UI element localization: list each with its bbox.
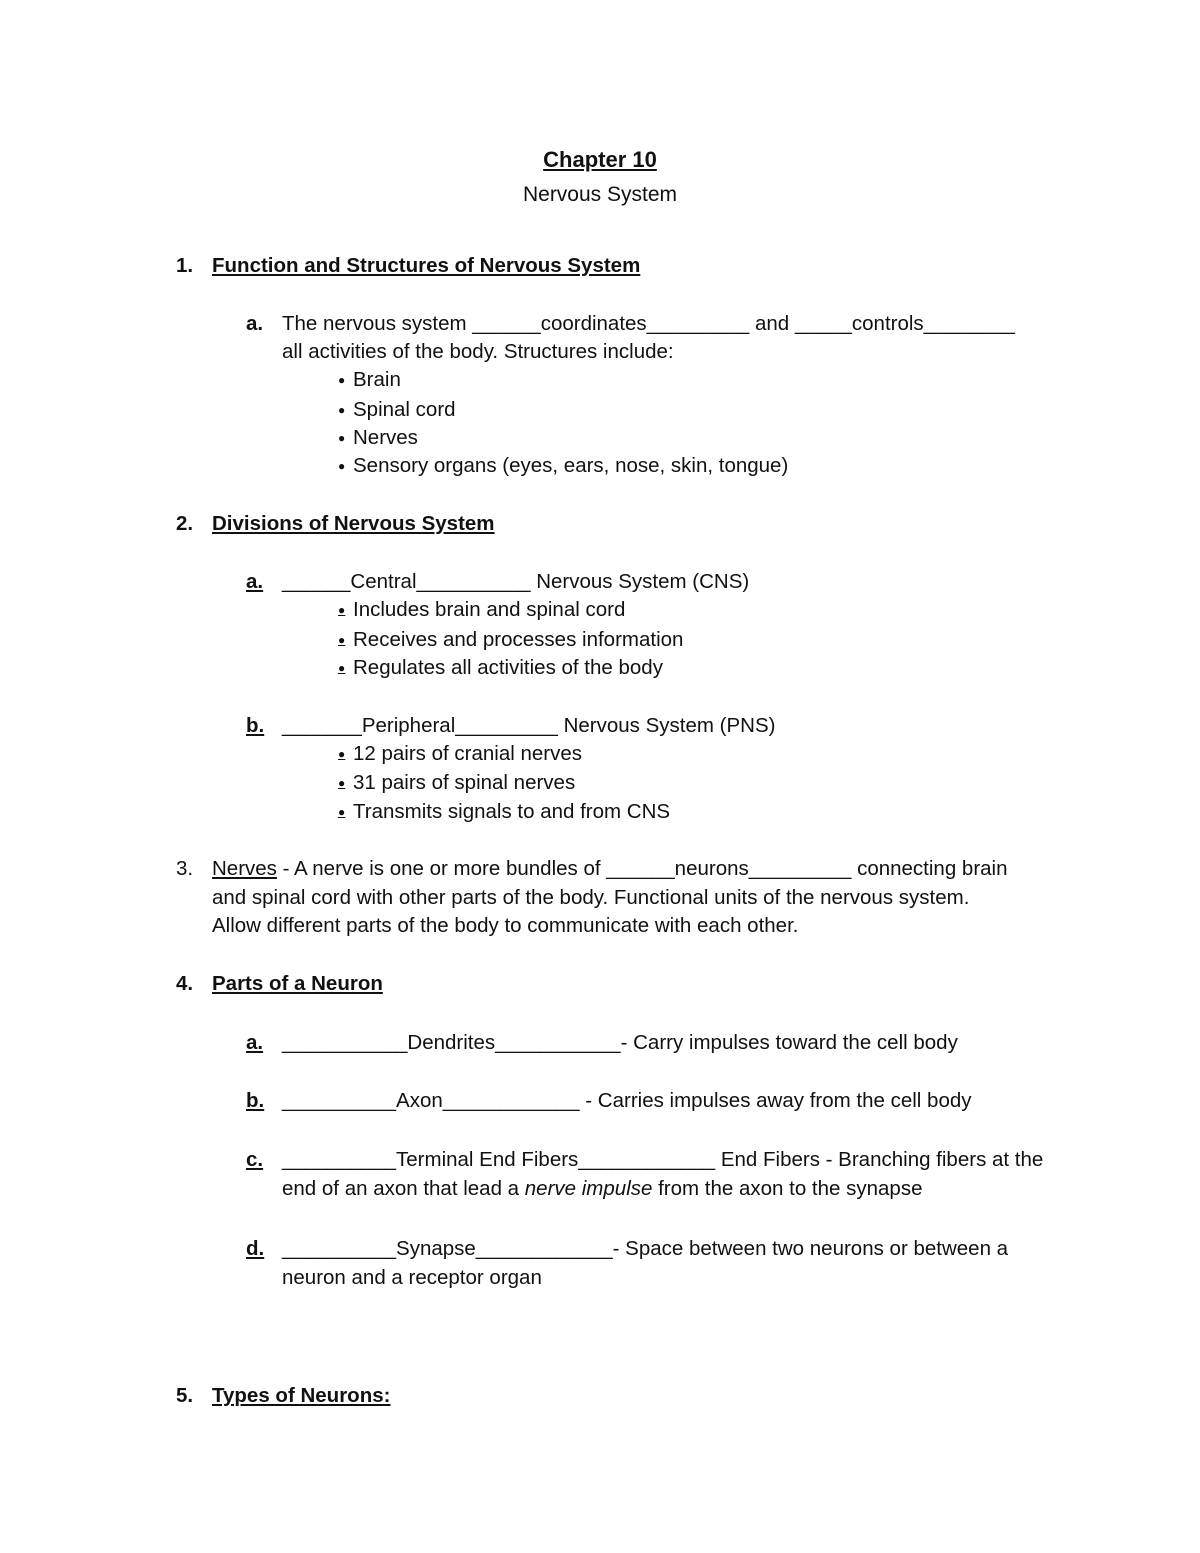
text-fragment: __________ (416, 570, 531, 593)
list-item (338, 596, 625, 624)
section-4-heading (176, 970, 383, 998)
text-fragment: _________ and _____ (646, 312, 852, 335)
section-4c-line-1 (246, 1146, 1043, 1174)
fill-in-answer: neurons (674, 857, 749, 880)
item-letter: a. (246, 1031, 264, 1054)
list-item (338, 798, 670, 826)
text-fragment: Nervous System (CNS) (530, 570, 750, 593)
list-item-text: Regulates all activities of the body (353, 656, 663, 679)
item-letter: a. (246, 312, 264, 335)
text-fragment: ___________ (282, 1031, 408, 1054)
section-1-heading (176, 252, 640, 280)
text-fragment: ________ (923, 312, 1015, 335)
item-letter: b. (246, 1089, 265, 1112)
fill-in-answer: Axon (396, 1089, 443, 1112)
text-fragment: ______ (282, 570, 351, 593)
list-item (338, 626, 683, 654)
section-title: Parts of a Neuron (212, 972, 383, 995)
list-item-text: Receives and processes information (353, 628, 684, 651)
text-fragment: end of an axon that lead a (282, 1177, 525, 1200)
section-title: Function and Structures of Nervous System (212, 254, 641, 277)
item-letter: a. (246, 570, 264, 593)
text-fragment: ___________ (495, 1031, 621, 1054)
text-fragment: from the axon to the synapse (652, 1177, 923, 1200)
bullet-icon: ● (338, 459, 346, 473)
text-fragment: ____________ (578, 1148, 716, 1171)
text-fragment: - Carries impulses away from the cell body (579, 1089, 972, 1112)
text-fragment: __________ (282, 1148, 397, 1171)
section-number: 3. (176, 857, 194, 880)
text-fragment: - A nerve is one or more bundles of ______ (276, 857, 675, 880)
section-4a-line (246, 1029, 958, 1057)
text-fragment: __________ (282, 1089, 397, 1112)
bullet-icon: ● (338, 633, 346, 647)
list-item (338, 396, 456, 424)
fill-in-answer: Synapse (396, 1237, 476, 1260)
section-number: 2. (176, 512, 194, 535)
list-item-text: 31 pairs of spinal nerves (353, 771, 576, 794)
section-number: 4. (176, 972, 194, 995)
section-5-heading (176, 1382, 390, 1410)
text-fragment: __________ (282, 1237, 397, 1260)
section-number: 1. (176, 254, 194, 277)
list-item (338, 366, 401, 394)
fill-in-answer: coordinates (540, 312, 647, 335)
fill-in-answer: Terminal End Fibers (396, 1148, 579, 1171)
text-fragment: - Space between two neurons or between a (612, 1237, 1009, 1260)
text-fragment: - Carry impulses toward the cell body (620, 1031, 958, 1054)
list-item (338, 452, 788, 480)
section-3-line-3: Allow different parts of the body to communicate with each other. (212, 914, 799, 937)
bullet-icon: ● (338, 805, 346, 819)
text-fragment: ____________ (442, 1089, 580, 1112)
bullet-icon: ● (338, 403, 346, 417)
section-2b-line (246, 712, 775, 740)
section-4b-line (246, 1087, 972, 1115)
bullet-icon: ● (338, 431, 346, 445)
section-1a-line-2: all activities of the body. Structures include: (282, 340, 674, 363)
section-3-line-2: and spinal cord with other parts of the body. Functional units of the nervous system. (212, 886, 970, 909)
bullet-icon: ● (338, 603, 346, 617)
section-4d-line-2: neuron and a receptor organ (282, 1266, 542, 1289)
chapter-subtitle: Nervous System (522, 183, 678, 206)
text-fragment: The nervous system ______ (282, 312, 541, 335)
text-fragment: _________ connecting brain (748, 857, 1008, 880)
text-fragment: ____________ (475, 1237, 613, 1260)
section-2-heading (176, 510, 495, 538)
text-fragment: _________ (455, 714, 558, 737)
list-item-text: Spinal cord (353, 398, 456, 421)
fill-in-answer: Peripheral (361, 714, 456, 737)
section-4d-line-1 (246, 1235, 1008, 1263)
text-fragment: _______ (282, 714, 362, 737)
text-fragment: Nervous System (PNS) (557, 714, 776, 737)
item-letter: d. (246, 1237, 265, 1260)
fill-in-answer: Dendrites (407, 1031, 496, 1054)
term-nerve-impulse: nerve impulse (524, 1177, 653, 1200)
item-letter: c. (246, 1148, 264, 1171)
section-number: 5. (176, 1384, 194, 1407)
term-nerves: Nerves (212, 857, 277, 880)
section-2a-line (246, 568, 749, 596)
section-3-line-1 (176, 855, 1008, 883)
section-title: Divisions of Nervous System (212, 512, 495, 535)
bullet-icon: ● (338, 661, 346, 675)
section-4c-line-2 (282, 1175, 922, 1203)
list-item-text: Brain (353, 368, 401, 391)
list-item-text: Includes brain and spinal cord (353, 598, 626, 621)
list-item (338, 654, 663, 682)
bullet-icon: ● (338, 747, 346, 761)
section-title: Types of Neurons: (212, 1384, 391, 1407)
fill-in-answer: Central (350, 570, 417, 593)
list-item (338, 424, 418, 452)
item-letter: b. (246, 714, 265, 737)
list-item (338, 740, 582, 768)
bullet-icon: ● (338, 776, 346, 790)
list-item-text: 12 pairs of cranial nerves (353, 742, 583, 765)
bullet-icon: ● (338, 373, 346, 387)
chapter-title: Chapter 10 (543, 147, 657, 172)
list-item-text: Nerves (353, 426, 418, 449)
text-fragment: End Fibers - Branching fibers at the (715, 1148, 1044, 1171)
list-item (338, 769, 575, 797)
fill-in-answer: controls (851, 312, 924, 335)
list-item-text: Transmits signals to and from CNS (353, 800, 671, 823)
section-1a-line-1 (246, 310, 1015, 338)
list-item-text: Sensory organs (eyes, ears, nose, skin, tongue) (353, 454, 789, 477)
